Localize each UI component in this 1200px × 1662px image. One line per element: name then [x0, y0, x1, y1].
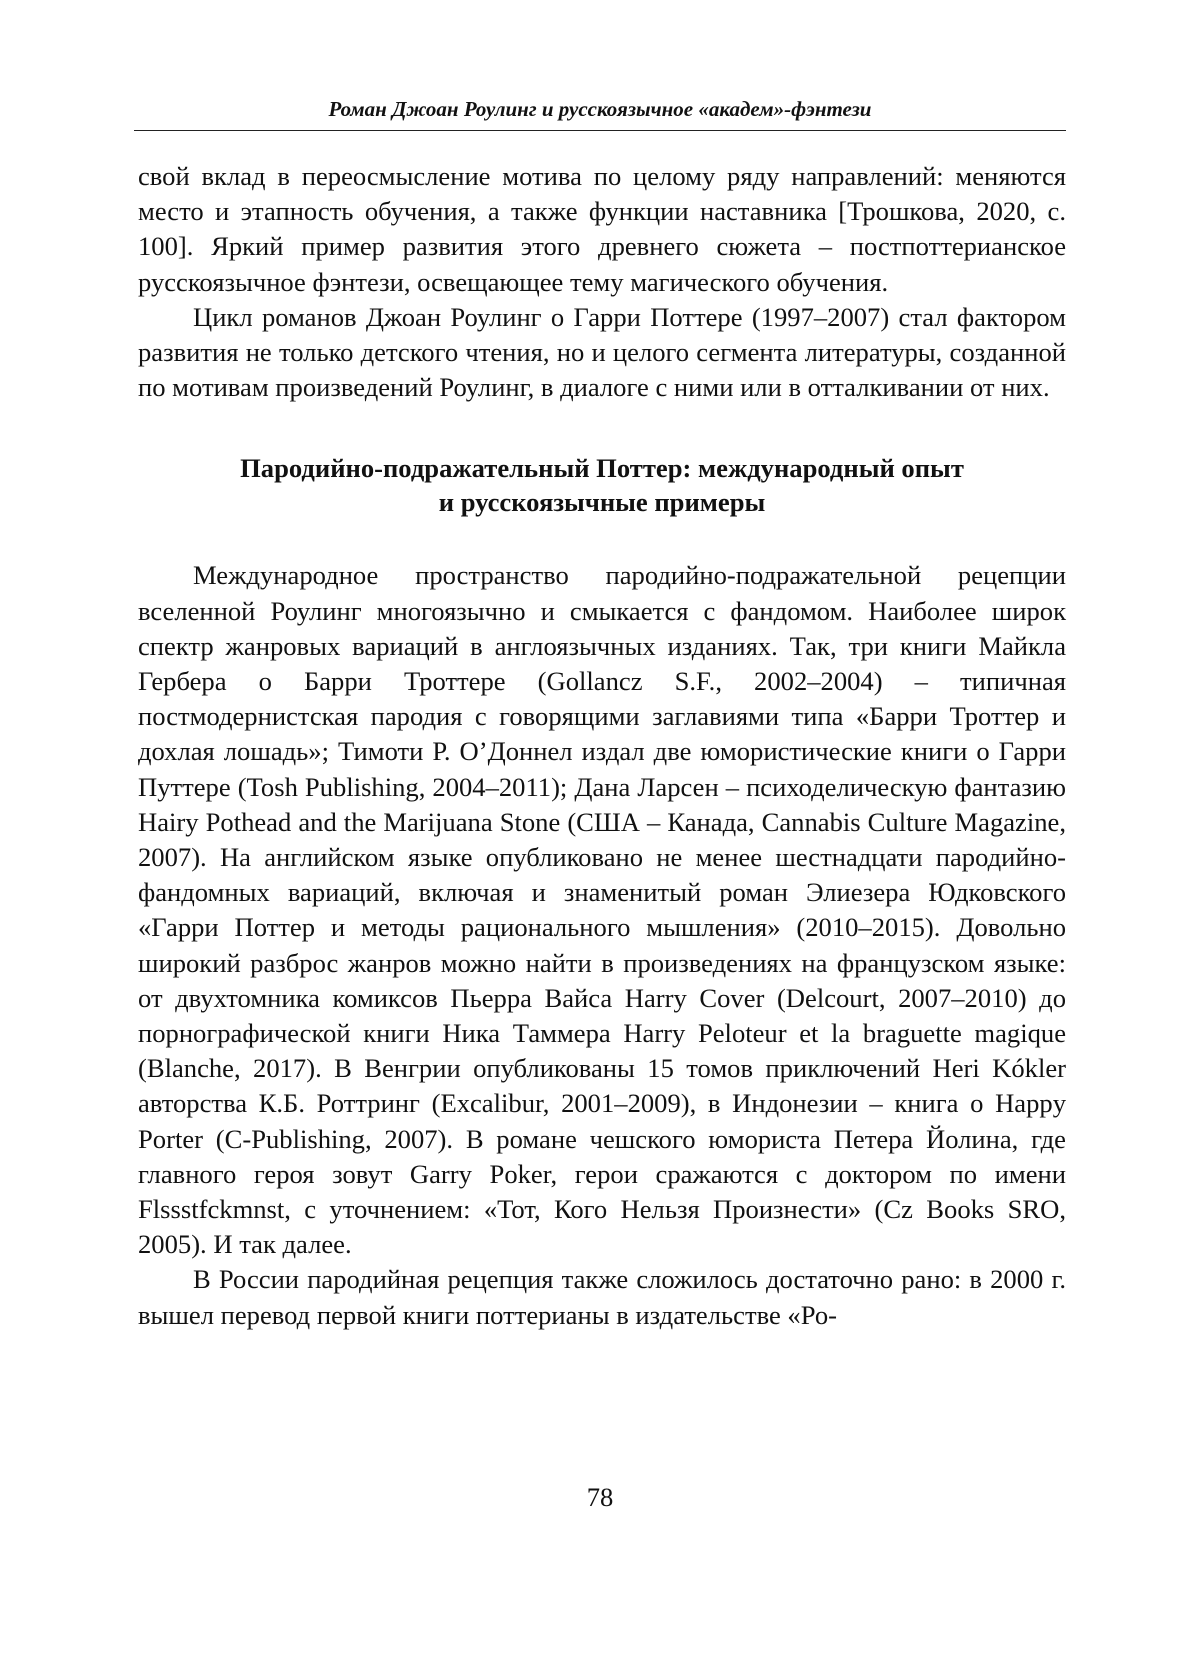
section-heading-line-2: и русскоязычные примеры [438, 487, 766, 518]
header-divider [134, 130, 1066, 131]
section-heading [138, 451, 1066, 519]
page-body [138, 159, 1066, 1333]
paragraph-continuation: свой вклад в переосмысление мотива по целому ряду направлений: меняются место и этапность обучения, а также функции наставника [Трошкова, 2020, с. 100]. Яркий пример развития этого древнего сюжета – постпоттерианское русскоязычное фэнтези, освещающее тему магического обучения. [138, 161, 1066, 297]
section-heading-line-1: Пародийно-подражательный Поттер: международный опыт [240, 453, 964, 484]
page-number: 78 [586, 1482, 614, 1512]
paragraph-international-parodies: Международное пространство пародийно-подражательной рецепции вселенной Роулинг многоязычно и смыкается с фандомом. Наиболее широк спектр жанровых вариаций в англоязычных изданиях. Так, три книги Майкла Гербера о Барри Троттере (Gollancz S.F., 2002–2004) – типичная постмодернистская пародия с говорящими заглавиями типа «Барри Троттер и дохлая лошадь»; Тимоти Р. О’Доннел издал две юмористические книги о Гарри Путтере (Tosh Publishing, 2004–2011); Дана Ларсен – психоделическую фантазию Hairy Pothead and the Marijuana Stone (США – Канада, Cannabis Culture Magazine, 2007). На английском языке опубликовано не менее шестнадцати пародийно-фандомных вариаций, включая и знаменитый роман Элиезера Юдковского «Гарри Поттер и методы рационального мышления» (2010–2015). Довольно широкий разброс жанров можно найти в произведениях на французском языке: от двухтомника комиксов Пьерра Вайса Harry Cover (Delcourt, 2007–2010) до порнографической книги Ника Таммера Harry Peloteur et la braguette magique (Blanche, 2017). В Венгрии опубликованы 15 томов приключений Heri Kókler авторства К.Б. Роттринг (Excalibur, 2001–2009), в Индонезии – книга о Happy Porter (C-Publishing, 2007). В романе чешского юмориста Петера Йолина, где главного героя зовут Garry Poker, герои сражаются с доктором по имени Flssstfckmnst, с уточнением: «Тот, Кого Нельзя Произнести» (Cz Books SRO, 2005). И так далее. [138, 560, 1066, 1260]
paragraph-harry-potter-cycle: Цикл романов Джоан Роулинг о Гарри Поттере (1997–2007) стал фактором развития не только детского чтения, но и целого сегмента литературы, созданной по мотивам произведений Роулинг, в диалоге с ними или в отталкивании от них. [138, 301, 1066, 403]
running-header: Роман Джоан Роулинг и русскоязычное «академ»-фэнтези [328, 97, 872, 121]
paragraph-russia-reception: В России пародийная рецепция также сложилось достаточно рано: в 2000 г. вышел перевод первой книги поттерианы в издательстве «Ро- [138, 1264, 1066, 1330]
